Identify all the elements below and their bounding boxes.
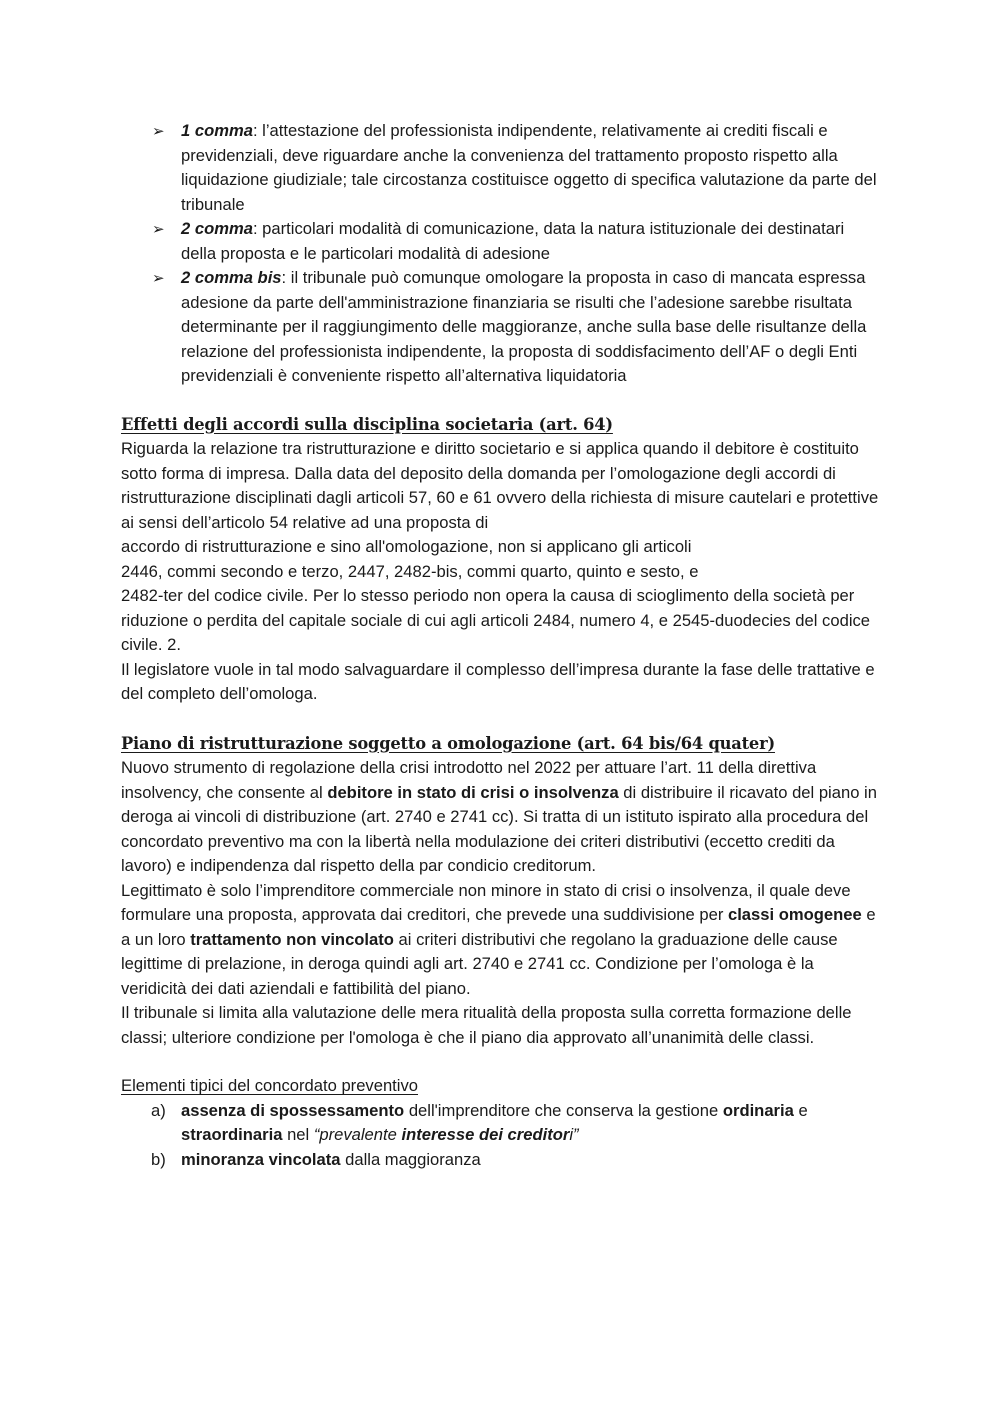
section-2-paragraph-1 [121, 756, 881, 879]
paragraph-text: 2446, commi secondo e terzo, 2447, 2482-bis, commi quarto, quinto e sesto, e [121, 561, 699, 581]
section-1-paragraph-1 [121, 437, 881, 658]
list-marker: b) [151, 1149, 166, 1169]
list-marker: a) [151, 1100, 166, 1120]
bold-text: straordinaria [181, 1125, 283, 1144]
section-2-paragraph-2 [121, 879, 881, 1002]
bold-text: ordinaria [722, 1100, 794, 1120]
bold-text: minoranza vincolata [181, 1149, 341, 1169]
paragraph-text: 2482-ter del codice civile. Per lo stesso periodo non opera la causa di scioglimento della società per riduzione o perdita del capitale sociale di cui agli articoli 2484, numero 4, e 2545-duodecies del codice civile. 2. [121, 586, 871, 654]
paragraph-text: ai criteri distributivi che regolano la graduazione delle cause legittime di prelazione, in deroga quindi agli art. 2740 e 2741 cc. Condizione per l’omologa è la veridicità dei dati aziendali e fattibilità del piano. [121, 929, 838, 998]
item-text: dell'imprenditore che conserva la gestione [404, 1100, 723, 1120]
section-2-paragraph-3: Il tribunale si limita alla valutazione delle mera ritualità della proposta sulla corretta formazione delle classi; ulteriore condizione per l'omologa è che il piano dia approvato all’unanimità delle classi. [121, 1003, 852, 1047]
arrow-bullet-icon: ➢ [152, 220, 165, 238]
arrow-bullet-icon: ➢ [152, 122, 165, 140]
paragraph-text: accordo di ristrutturazione e sino all'omologazione, non si applicano gli articoli [121, 537, 692, 556]
bullet-text: : particolari modalità di comunicazione, data la natura istituzionale dei destinatari della proposta e le particolari modalità di adesione [181, 219, 845, 263]
section-1-paragraph-2: Il legislatore vuole in tal modo salvaguardare il complesso dell’impresa durante la fase delle trattative e del completo dell’omologa. [121, 659, 875, 703]
bullet-item-2-comma [121, 217, 881, 266]
elementi-list [121, 1099, 881, 1173]
bullet-item-1-comma [121, 119, 881, 217]
italic-text: i” [569, 1125, 579, 1144]
paragraph-text: Riguarda la relazione tra ristrutturazione e diritto societario e si applica quando il debitore è costituito sotto forma di impresa. Dalla data del deposito della domanda per l’omologazione degli accordi di ristrutturazione disciplinati dagli articoli 57, 60 e 61 ovvero della richiesta di misure cautelari e protettive ai sensi dell’articolo 54 relative ad una proposta di [121, 439, 879, 532]
bullet-text: : il tribunale può comunque omologare la proposta in caso di mancata espressa adesione da parte dell'amministrazione finanziaria se risulti che l’adesione sarebbe risultata determinante per il raggiungimento delle maggioranze, anche sulla base delle risultanze della relazione del professionista indipendente, la proposta di soddisfacimento dell’AF o degli Enti previdenziali è conveniente rispetto all’alternativa liquidatoria [181, 268, 867, 385]
comma-bullet-list [121, 119, 881, 389]
bold-text: debitore in stato di crisi o insolvenza [327, 782, 619, 802]
paragraph-text: Nuovo strumento di regolazione della crisi introdotto nel 2022 per attuare l’art. 11 della direttiva insolvency, che consente al [121, 758, 817, 802]
paragraph-text: Legittimato è solo l’imprenditore commerciale non minore in stato di crisi o insolvenza, il quale deve formulare una proposta, approvata dai creditori, che prevede una suddivisione per [121, 880, 851, 924]
section-heading-art-64: Effetti degli accordi sulla disciplina societaria (art. 64) [121, 414, 613, 434]
bold-italic-text: interesse dei creditor [401, 1125, 570, 1144]
bullet-item-2-comma-bis [121, 266, 881, 389]
italic-text: “prevalente [313, 1125, 402, 1144]
item-text: nel [282, 1125, 314, 1144]
bold-text: classi omogenee [727, 905, 862, 924]
bold-text: trattamento non vincolato [190, 929, 394, 949]
bullet-label: 1 comma [181, 121, 253, 140]
list-item-a [121, 1099, 881, 1148]
paragraph-text: di distribuire il ricavato del piano in deroga ai vincoli di distribuzione (art. 2740 e 2741 cc). Si tratta di un istituto ispirato alla procedura del concordato preventivo ma con la libertà nella modulazione dei criteri distributivi (eccetto crediti da lavoro) e indipendenza dal rispetto della par condicio creditorum. [121, 782, 877, 875]
document-page [121, 119, 881, 1172]
section-heading-art-64-bis: Piano di ristrutturazione soggetto a omologazione (art. 64 bis/64 quater) [121, 733, 775, 753]
bullet-label: 2 comma [181, 219, 253, 238]
subheading-elementi-tipici: Elementi tipici del concordato preventivo [121, 1076, 419, 1095]
arrow-bullet-icon: ➢ [152, 269, 165, 287]
bold-text: assenza di spossessamento [181, 1100, 405, 1120]
item-text: e [793, 1100, 808, 1120]
list-item-b [121, 1148, 881, 1173]
paragraph-text: e a un loro [121, 905, 876, 949]
item-text: dalla maggioranza [340, 1149, 481, 1169]
bullet-text: : l’attestazione del professionista indipendente, relativamente ai crediti fiscali e previdenziali, deve riguardare anche la convenienza del trattamento proposto rispetto alla liquidazione giudiziale; tale circostanza costituisce oggetto di specifica valutazione da parte del tribunale [181, 121, 877, 214]
bullet-label: 2 comma bis [181, 268, 282, 287]
